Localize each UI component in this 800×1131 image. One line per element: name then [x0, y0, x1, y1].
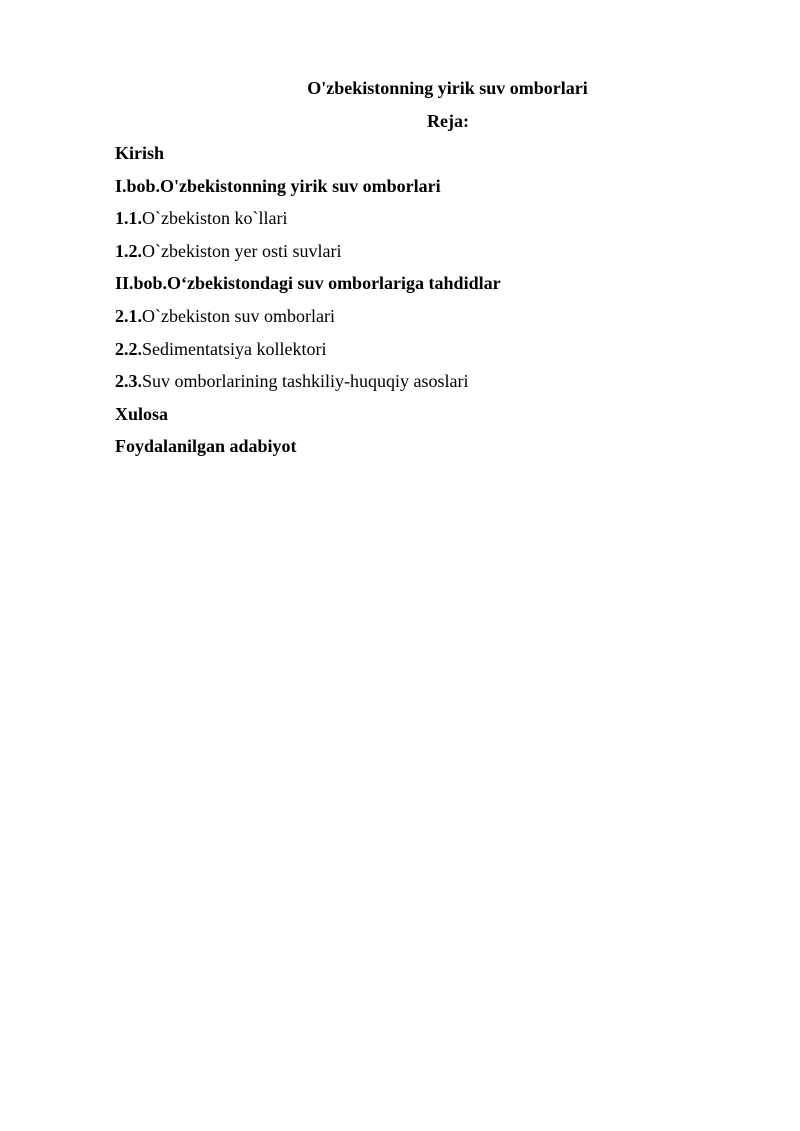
- toc-item-text: O`zbekiston yer osti suvlari: [142, 240, 342, 261]
- toc-item-text: II.bob.O‘zbekistondagi suv omborlariga tahdidlar: [115, 273, 501, 294]
- toc-item-number: 2.1.: [115, 305, 142, 326]
- document-title: O'zbekistonning yirik suv omborlari: [307, 78, 588, 98]
- toc-item-text: Kirish: [115, 143, 165, 163]
- toc-item-text: O`zbekiston suv omborlari: [142, 305, 335, 326]
- toc-item-text: O`zbekiston ko`llari: [142, 208, 288, 229]
- toc-item-text: Foydalanilgan adabiyot: [115, 436, 297, 457]
- toc-item-text: I.bob.O'zbekistonning yirik suv omborlari: [115, 175, 441, 196]
- toc-item-2-1: [115, 304, 735, 337]
- toc-item-text: Sedimentatsiya kollektori: [142, 338, 327, 359]
- toc-item-chapter-1: [115, 174, 735, 207]
- toc-item-1-2: [115, 239, 735, 272]
- toc-item-number: 1.2.: [115, 240, 142, 261]
- table-of-contents: [115, 141, 735, 467]
- toc-item-chapter-2: [115, 271, 735, 304]
- toc-item-2-2: [115, 337, 735, 370]
- toc-item-text: Suv omborlarining tashkiliy-huquqiy asoslari: [142, 371, 469, 392]
- toc-item-2-3: [115, 369, 735, 402]
- toc-item-1-1: [115, 206, 735, 239]
- toc-item-number: 2.2.: [115, 338, 142, 359]
- plan-heading: Reja:: [427, 111, 469, 131]
- toc-item-adabiyot: [115, 434, 735, 467]
- toc-item-text: Xulosa: [115, 403, 169, 424]
- toc-item-xulosa: [115, 402, 735, 435]
- toc-item-number: 2.3.: [115, 371, 142, 392]
- toc-item-number: 1.1.: [115, 208, 142, 229]
- toc-item-kirish: [115, 141, 735, 174]
